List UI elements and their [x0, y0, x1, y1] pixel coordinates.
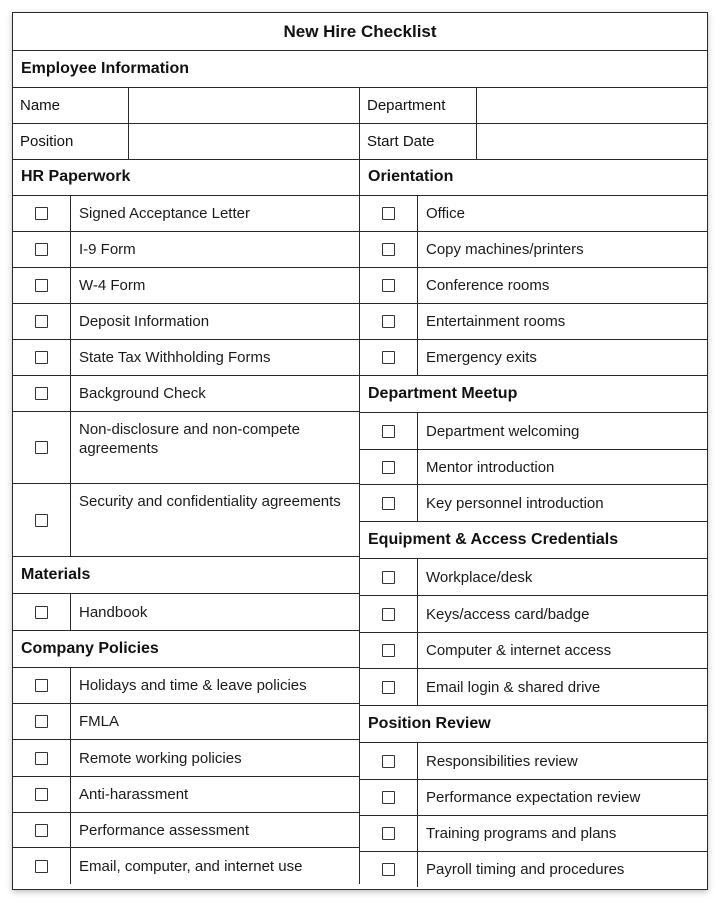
checklist-item-label: Holidays and time & leave policies [79, 677, 307, 694]
checklist-item-label: Remote working policies [79, 749, 242, 767]
checklist-row-department-welcoming [360, 413, 707, 450]
checklist-row-email-computer-and-internet-use [13, 848, 359, 884]
checklist-item-label: FMLA [79, 713, 120, 730]
checklist-row-background-check [13, 376, 359, 412]
checklist-item-label: Performance expectation review [426, 789, 641, 806]
checklist-row-performance-expectation-review [360, 780, 707, 816]
checklist-item-label: Anti-harassment [79, 786, 189, 803]
checklist-item-label: Deposit Information [79, 313, 210, 330]
checklist-row-holidays-and-time-and-leave-policies [13, 668, 359, 704]
checkbox[interactable] [35, 679, 48, 692]
checkbox[interactable] [382, 315, 395, 328]
checkbox[interactable] [382, 791, 395, 804]
position-label: Position [13, 124, 129, 159]
checklist-row-deposit-information [13, 304, 359, 340]
checkbox-cell [360, 268, 418, 303]
section-heading-equipment-and-access-credentials: Equipment & Access Credentials [360, 522, 707, 559]
checkbox[interactable] [382, 351, 395, 364]
section-heading-orientation: Orientation [360, 159, 707, 196]
checklist-item-label: Office [426, 205, 465, 222]
checkbox-cell [360, 304, 418, 339]
checklist-row-performance-assessment [13, 813, 359, 848]
checkbox[interactable] [382, 644, 395, 657]
checklist-item-label: Signed Acceptance Letter [79, 205, 250, 222]
checkbox[interactable] [35, 514, 48, 527]
checklist-row-copy-machines-printers [360, 232, 707, 268]
checklist-item-label: I-9 Form [79, 241, 136, 258]
checklist-row-entertainment-rooms [360, 304, 707, 340]
name-label: Name [13, 88, 129, 123]
checklist-item-label: Handbook [79, 603, 148, 621]
checklist-item-label: Mentor introduction [426, 458, 555, 476]
info-row-position-start-date [13, 124, 707, 160]
start-date-field[interactable] [477, 124, 707, 159]
checkbox[interactable] [35, 752, 48, 765]
checkbox-cell [360, 669, 418, 705]
checkbox-cell [360, 596, 418, 632]
checklist-item-label: Background Check [79, 385, 206, 402]
department-label: Department [360, 88, 477, 123]
position-field[interactable] [129, 124, 360, 159]
checklist-row-computer-and-internet-access [360, 633, 707, 669]
checklist-row-conference-rooms [360, 268, 707, 304]
checkbox[interactable] [35, 788, 48, 801]
checkbox-cell [360, 340, 418, 375]
checklist-item-label: Keys/access card/badge [426, 605, 590, 623]
checkbox[interactable] [382, 425, 395, 438]
checkbox[interactable] [35, 606, 48, 619]
checklist-item-label: Computer & internet access [426, 642, 612, 659]
section-heading-company-policies: Company Policies [13, 631, 359, 668]
checkbox-cell [360, 559, 418, 595]
checklist-row-w-4-form [13, 268, 359, 304]
checklist-item-label: Email login & shared drive [426, 678, 601, 696]
checklist-item-label: Payroll timing and procedures [426, 861, 625, 878]
name-field[interactable] [129, 88, 360, 123]
checkbox[interactable] [382, 863, 395, 876]
checkbox[interactable] [35, 441, 48, 454]
checkbox-cell [360, 485, 418, 521]
info-row-name-department [13, 88, 707, 124]
section-heading-department-meetup: Department Meetup [360, 376, 707, 413]
checkbox[interactable] [35, 315, 48, 328]
checklist-item-label: Responsibilities review [426, 752, 578, 770]
employee-info-heading: Employee Information [13, 51, 707, 88]
right-column [360, 159, 707, 887]
section-heading-materials: Materials [13, 557, 359, 594]
checkbox[interactable] [382, 497, 395, 510]
checklist-item-label: Security and confidentiality agreements [79, 493, 341, 510]
checkbox[interactable] [35, 715, 48, 728]
checklist-item-label: Department welcoming [426, 422, 580, 440]
checkbox-cell [360, 816, 418, 851]
checkbox-cell [13, 304, 71, 339]
checklist-row-training-programs-and-plans [360, 816, 707, 852]
checkbox-cell [13, 704, 71, 739]
checklist-row-signed-acceptance-letter [13, 196, 359, 232]
checklist-item-label: Emergency exits [426, 349, 537, 366]
checklist-row-workplace-desk [360, 559, 707, 596]
checkbox[interactable] [35, 351, 48, 364]
checklist-row-emergency-exits [360, 340, 707, 376]
checklist-row-mentor-introduction [360, 450, 707, 485]
checklist-row-fmla [13, 704, 359, 740]
checkbox-cell [13, 668, 71, 703]
checkbox[interactable] [382, 681, 395, 694]
checkbox-cell [13, 376, 71, 411]
section-heading-position-review: Position Review [360, 706, 707, 743]
checkbox[interactable] [382, 207, 395, 220]
checkbox[interactable] [382, 827, 395, 840]
checklist-row-responsibilities-review [360, 743, 707, 780]
department-field[interactable] [477, 88, 707, 123]
start-date-label: Start Date [360, 124, 477, 159]
checkbox-cell [360, 780, 418, 815]
checklist-item-label: Entertainment rooms [426, 313, 566, 330]
checkbox-cell [360, 633, 418, 668]
checkbox-cell [360, 232, 418, 267]
checkbox[interactable] [382, 755, 395, 768]
checkbox-cell [13, 268, 71, 303]
checklist-item-label: Non-disclosure and non-compete agreements [79, 421, 300, 457]
checklist-sheet [12, 12, 708, 890]
checkbox[interactable] [382, 608, 395, 621]
checkbox[interactable] [382, 279, 395, 292]
checkbox-cell [13, 740, 71, 776]
checkbox-cell [13, 594, 71, 630]
checklist-item-label: Copy machines/printers [426, 241, 584, 258]
checkbox-cell [360, 450, 418, 484]
checklist-row-email-login-and-shared-drive [360, 669, 707, 706]
checkbox-cell [360, 196, 418, 231]
checkbox-cell [360, 743, 418, 779]
checklist-row-remote-working-policies [13, 740, 359, 777]
checklist-item-label: Performance assessment [79, 821, 250, 839]
checkbox[interactable] [35, 824, 48, 837]
checkbox-cell [13, 484, 71, 556]
page-title: New Hire Checklist [13, 13, 707, 51]
left-column [13, 159, 360, 884]
checkbox[interactable] [35, 860, 48, 873]
checklist-item-label: Email, computer, and internet use [79, 857, 303, 875]
checklist-item-label: W-4 Form [79, 277, 146, 294]
checklist-row-payroll-timing-and-procedures [360, 852, 707, 887]
checkbox[interactable] [35, 279, 48, 292]
section-heading-hr-paperwork: HR Paperwork [13, 159, 359, 196]
checklist-item-label: Training programs and plans [426, 825, 617, 842]
checkbox-cell [360, 852, 418, 887]
checkbox[interactable] [35, 387, 48, 400]
checkbox-cell [13, 232, 71, 267]
checkbox[interactable] [35, 243, 48, 256]
checklist-item-label: Key personnel introduction [426, 494, 604, 512]
checkbox-cell [360, 413, 418, 449]
checklist-row-i-9-form [13, 232, 359, 268]
checklist-item-label: State Tax Withholding Forms [79, 349, 271, 366]
checklist-row-state-tax-withholding-forms [13, 340, 359, 376]
checkbox-cell [13, 848, 71, 884]
checklist-item-label: Conference rooms [426, 277, 550, 294]
checklist-row-office [360, 196, 707, 232]
checkbox[interactable] [382, 243, 395, 256]
checkbox-cell [13, 340, 71, 375]
checklist-row-keys-access-card-badge [360, 596, 707, 633]
checklist-row-handbook [13, 594, 359, 631]
checkbox-cell [13, 412, 71, 483]
checkbox[interactable] [382, 571, 395, 584]
checklist-row-key-personnel-introduction [360, 485, 707, 522]
checklist-row-security-and-confidentiality-agreements [13, 484, 359, 557]
checkbox-cell [13, 813, 71, 847]
checkbox-cell [13, 196, 71, 231]
checklist-item-label: Workplace/desk [426, 568, 533, 586]
checkbox[interactable] [35, 207, 48, 220]
checkbox-cell [13, 777, 71, 812]
checkbox[interactable] [382, 461, 395, 474]
checklist-row-anti-harassment [13, 777, 359, 813]
checklist-row-non-disclosure-and-non-compete-agreements [13, 412, 359, 484]
